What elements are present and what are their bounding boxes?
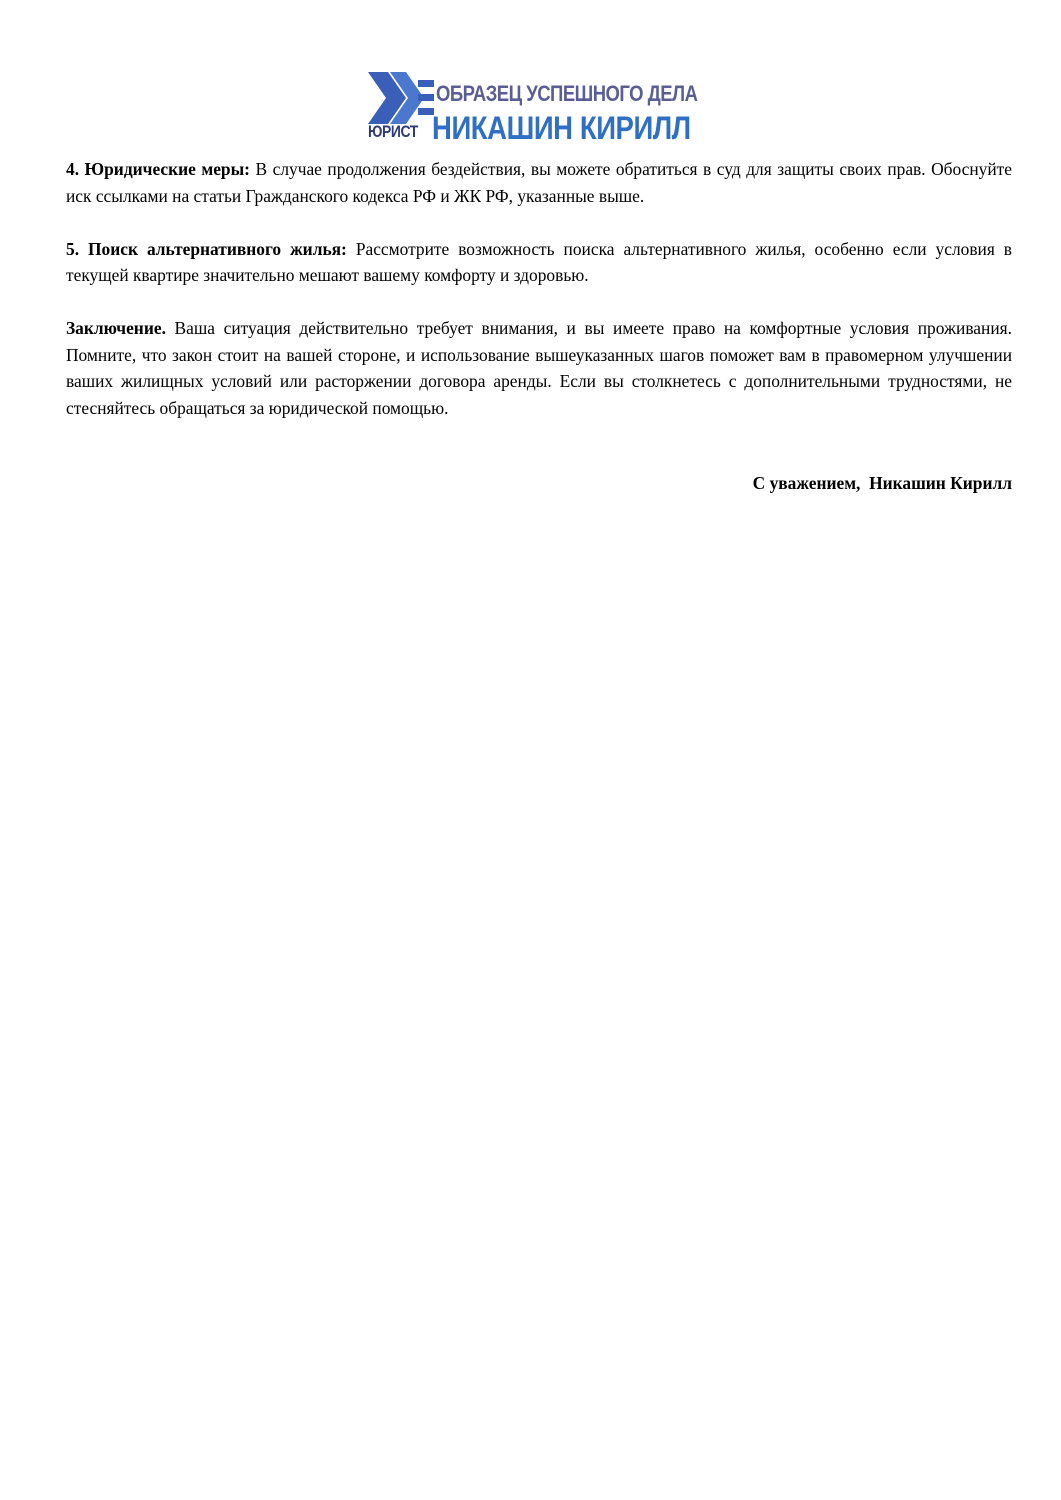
paragraph-alternative-housing bbox=[66, 236, 1012, 289]
signature: С уважением, Никашин Кирилл bbox=[752, 473, 1012, 493]
paragraph-heading: 4. Юридические меры: bbox=[66, 159, 250, 179]
logo-tagline: ОБРАЗЕЦ УСПЕШНОГО ДЕЛА bbox=[436, 81, 698, 106]
paragraph-conclusion bbox=[66, 315, 1012, 421]
paragraph-heading: Заключение. bbox=[66, 318, 166, 338]
paragraph-text: Ваша ситуация действительно требует внимания, и вы имеете право на комфортные условия проживания. Помните, что закон стоит на вашей стороне, и использование вышеуказанных шагов поможет вам в правомерном улучшении ваших жилищных условий или расторжении договора аренды. Если вы столкнетесь с дополнительными трудностями, не стесняйтесь обращаться за юридической помощью. bbox=[66, 318, 1012, 418]
logo-chevron-icon bbox=[366, 70, 436, 126]
header-logo bbox=[366, 70, 696, 150]
paragraph-heading: 5. Поиск альтернативного жилья: bbox=[66, 238, 347, 259]
paragraph-text: В случае продолжения бездействия, вы можете обратиться в суд для защиты своих прав. Обоснуйте иск ссылками на статьи Гражданского кодекса РФ и ЖК РФ, указанные выше. bbox=[66, 159, 1013, 206]
paragraph-legal-measures bbox=[66, 156, 1012, 209]
paragraph-text: Рассмотрите возможность поиска альтернативного жилья, особенно если условия в текущей квартире значительно мешают вашему комфорту и здоровью. bbox=[66, 238, 1013, 285]
logo-name: НИКАШИН КИРИЛЛ bbox=[432, 110, 691, 146]
logo-profession: ЮРИСТ bbox=[368, 122, 418, 141]
letter-body bbox=[66, 156, 1012, 448]
